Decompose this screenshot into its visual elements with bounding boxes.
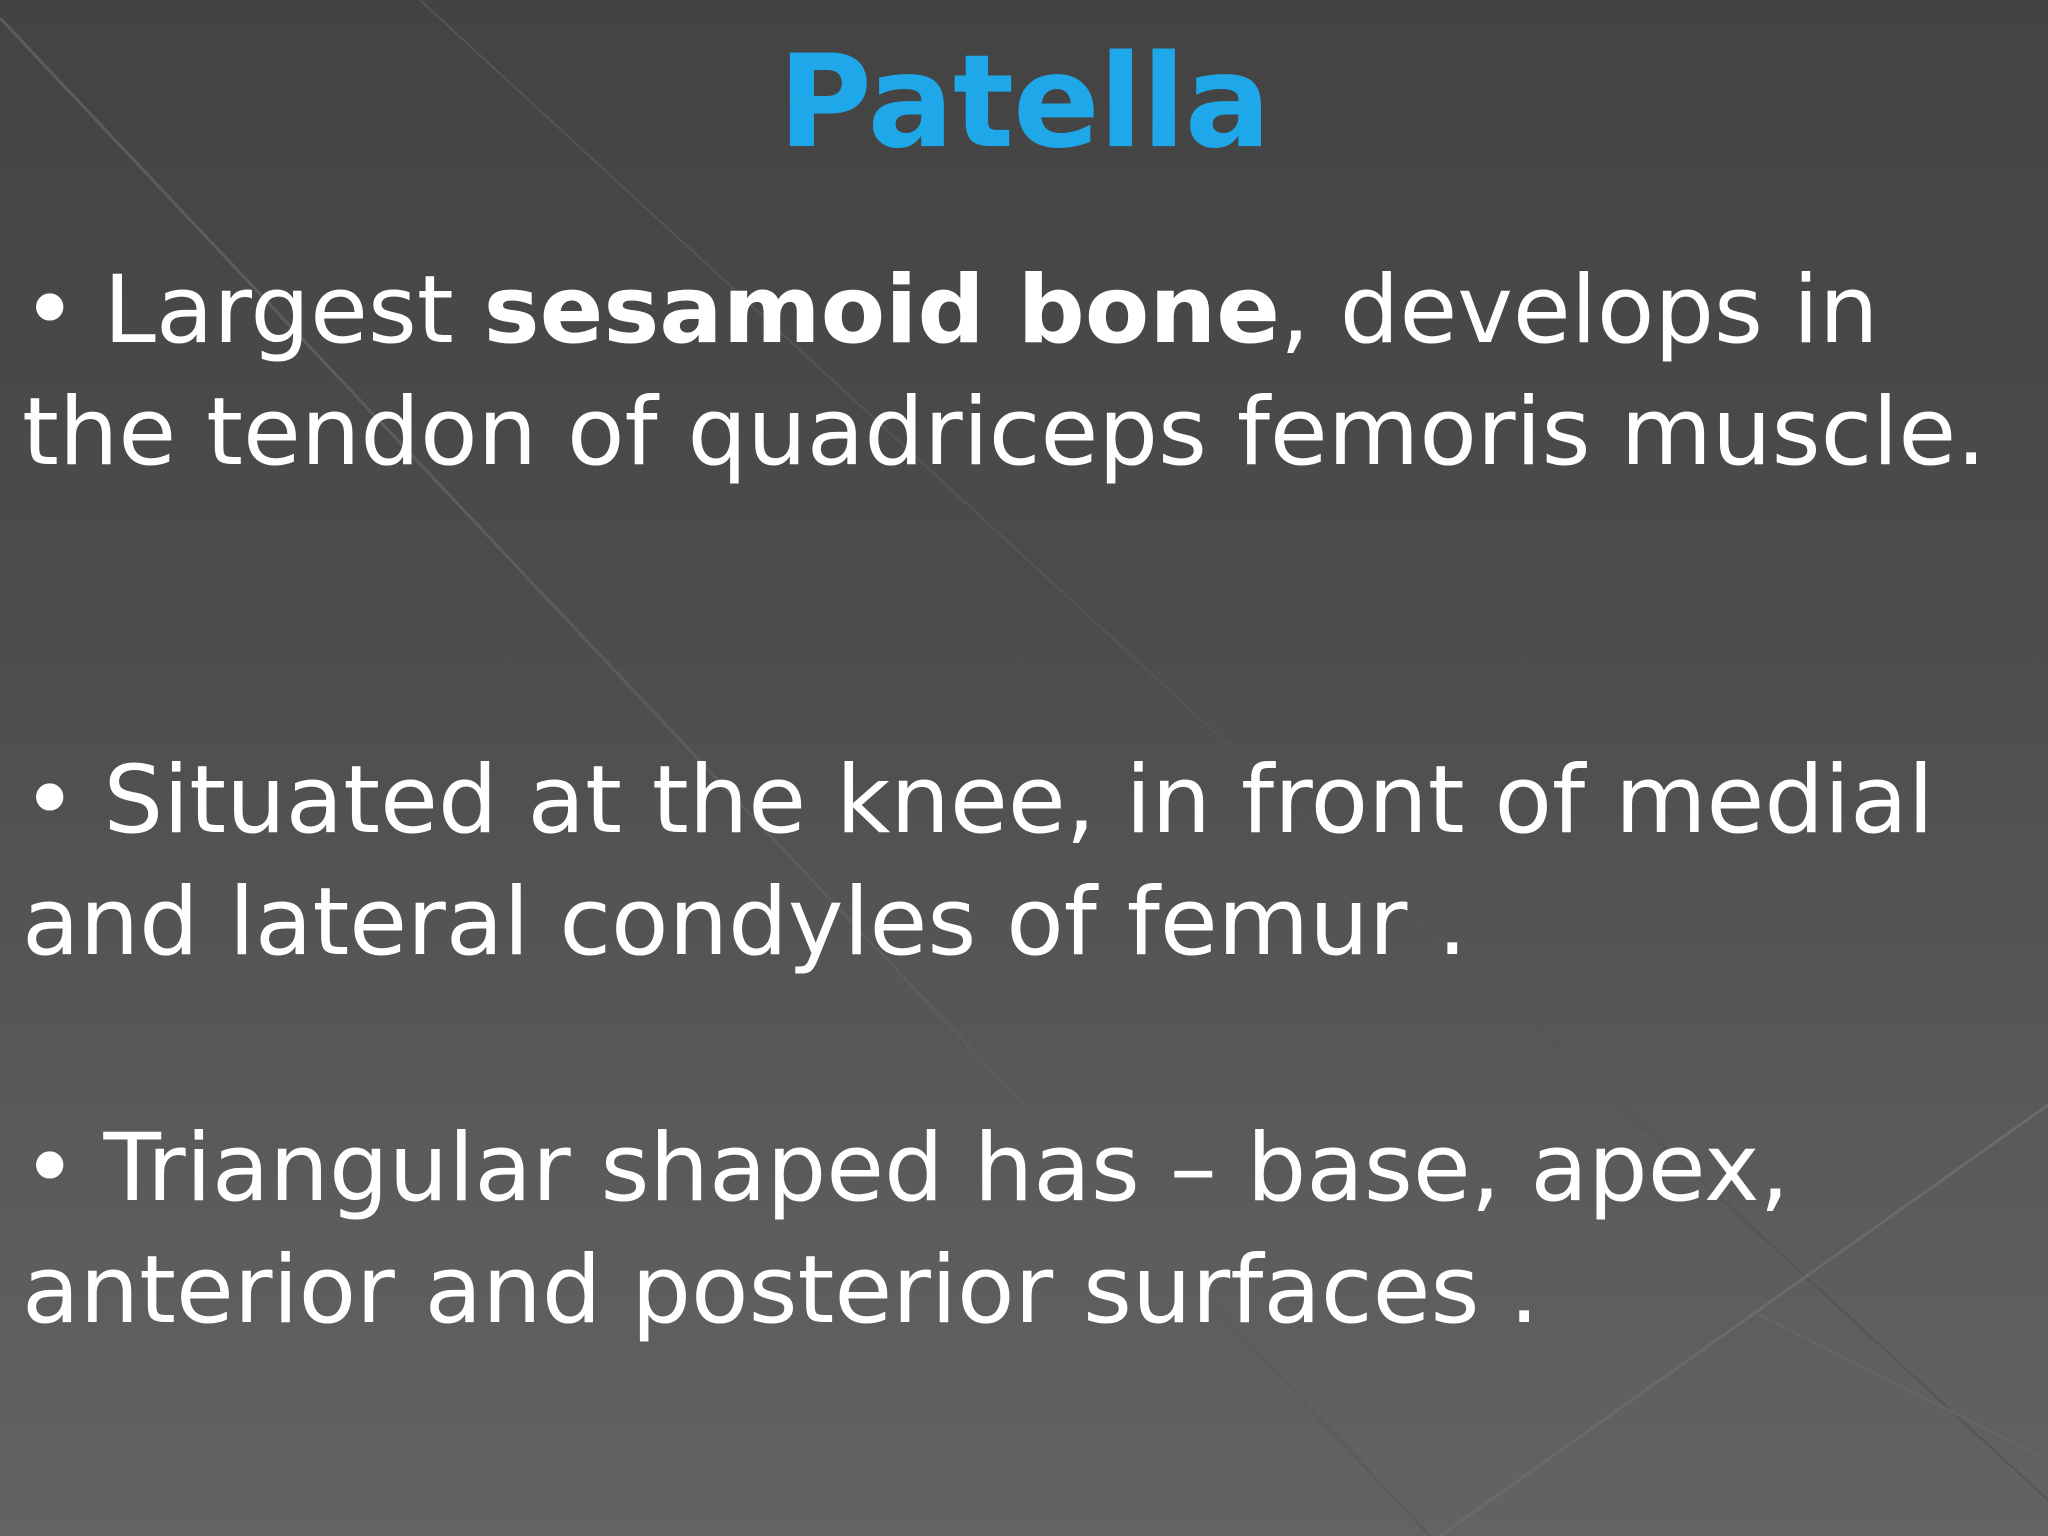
- bullet-point-3: [22, 1108, 2032, 1352]
- bullet-text: Triangular shaped has – base, apex, anterior and posterior surfaces .: [22, 1114, 1790, 1345]
- bullet-text-before: Largest: [103, 256, 484, 365]
- bullet-marker: •: [22, 746, 78, 855]
- bullet-text-after: , develops in the tendon of quadriceps femoris muscle.: [22, 256, 1987, 487]
- bullet-text: Situated at the knee, in front of medial and lateral condyles of femur .: [22, 746, 1934, 977]
- bullet-marker: •: [22, 1114, 78, 1223]
- bullet-point-2: [22, 740, 2032, 984]
- bullet-bold-term: sesamoid bone: [483, 256, 1281, 365]
- bullet-marker: •: [22, 256, 78, 365]
- slide-title: Patella: [778, 28, 1270, 177]
- bullet-point-1: [22, 250, 2032, 494]
